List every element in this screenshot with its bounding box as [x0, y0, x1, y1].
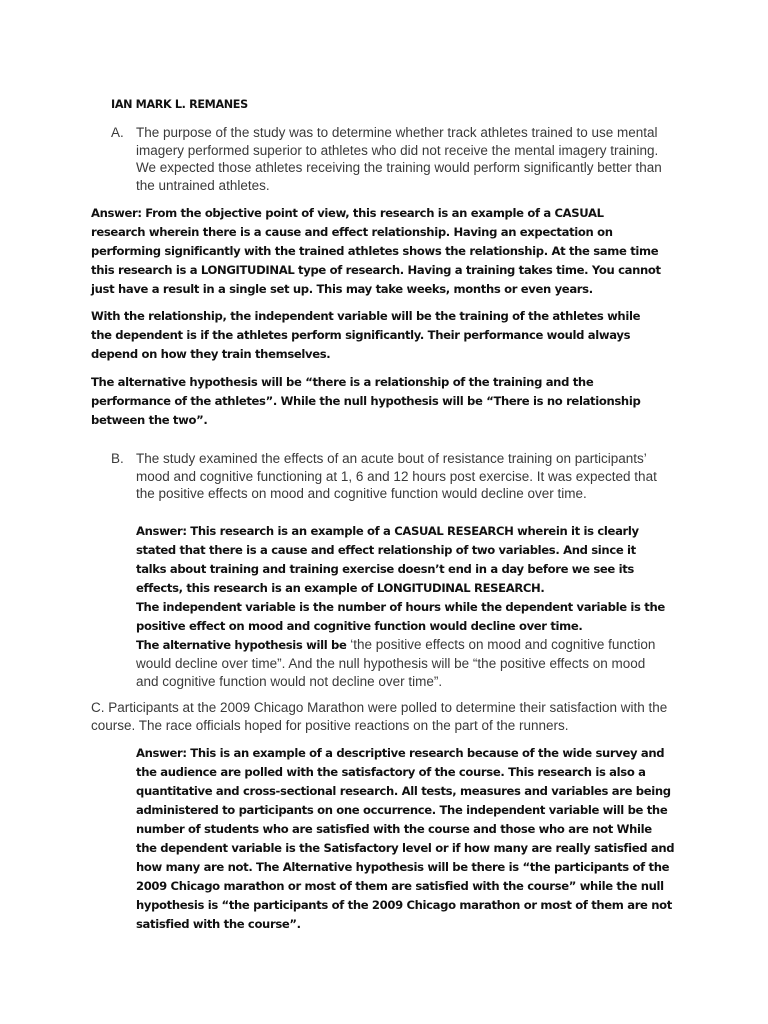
question-a-text: The purpose of the study was to determine whether track athletes trained to use mental imagery performed superior to athletes who did not receive the mental imagery training. We expected those athletes receiving the training would perform significantly better than the untrained athletes.: [136, 125, 662, 193]
question-a: [111, 124, 671, 194]
answer-a-variables: With the relationship, the independent variable will be the training of the athletes while the dependent is if the athletes perform significantly. Their performance would always depend on how they train themselves.: [91, 309, 641, 361]
question-b-text: The study examined the effects of an acute bout of resistance training on participants’ mood and cognitive functioning at 1, 6 and 12 hours post exercise. It was expected that the positive effects on mood and cognitive function would decline over time.: [136, 451, 657, 501]
answer-b-paragraph: [136, 522, 666, 598]
question-a-letter: A.: [111, 125, 124, 140]
question-c: C. Participants at the 2009 Chicago Marathon were polled to determine their satisfaction with the course. The race officials hoped for positive reactions on the part of the runners.: [91, 700, 668, 733]
author-name: IAN MARK L. REMANES: [111, 98, 248, 111]
answer-b-hypothesis-lead: The alternative hypothesis will be: [136, 638, 351, 652]
answer-b-label: Answer:: [136, 524, 187, 538]
answer-c: [136, 744, 676, 934]
answer-a: Answer: From the objective point of view, this research is an example of a CASUAL research wherein there is a cause and effect relationship. Having an expectation on performing significantly with the trained athletes shows the relationship. At the same time this research is a LONGITUDINAL type of research. Having a training takes time. You cannot just have a result in a single set up. This may take weeks, months or even years.: [91, 206, 661, 296]
answer-b: [136, 522, 666, 691]
answer-b-text: This research is an example of a CASUAL RESEARCH wherein it is clearly stated that there is a cause and effect relationship of two variables. And since it talks about training and training exercise doesn’t end in a day before we see its effects, this research is an example of LONGITUDINAL RESEARCH.: [136, 524, 639, 595]
answer-b-hypothesis: [136, 636, 666, 691]
question-b-letter: B.: [111, 451, 124, 466]
answer-a-hypothesis: The alternative hypothesis will be “there is a relationship of the training and the performance of the athletes”. While the null hypothesis will be “There is no relationship between the two”.: [91, 375, 641, 427]
answer-c-text: This is an example of a descriptive research because of the wide survey and the audience are polled with the satisfactory of the course. This research is also a quantitative and cross-sectional research. All tests, measures and variables are being administered to participants on one occurrence. The independent variable will be the number of students who are satisfied with the course and those who are not While the dependent variable is the Satisfactory level or if how many are really satisfied and how many are not. The Alternative hypothesis will be there is “the participants of the 2009 Chicago marathon or most of them are satisfied with the course” while the null hypothesis is “the participants of the 2009 Chicago marathon or most of them are not satisfied with the course”.: [136, 746, 675, 931]
answer-b-hypothesis-text: ‘the positive effects on mood and cognitive function would decline over time”. And the null hypothesis will be “the positive effects on mood and cognitive function would not decline over time”.: [136, 637, 656, 689]
question-b: [111, 450, 671, 503]
answer-c-label: Answer:: [136, 746, 187, 760]
answer-b-variables: The independent variable is the number of hours while the dependent variable is the positive effect on mood and cognitive function would decline over time.: [136, 600, 665, 633]
